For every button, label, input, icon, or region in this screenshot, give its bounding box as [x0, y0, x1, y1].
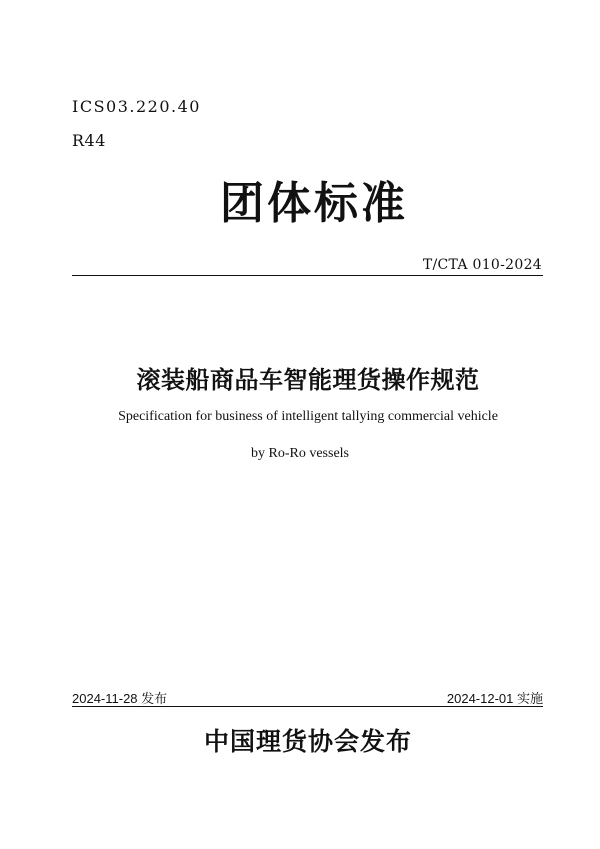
standard-number: T/CTA 010-2024 — [422, 257, 542, 273]
document-title-english-line-2: by Ro-Ro vessels — [251, 446, 349, 461]
ics-code: ICS03.220.40 — [72, 97, 201, 116]
top-divider — [72, 275, 543, 276]
implementation-date: 2024-12-01 实施 — [446, 691, 543, 706]
document-title-english-line-1: Specification for business of intelligent tallying commercial vehicle — [118, 409, 498, 424]
standard-type-heading: 团体标准 — [220, 178, 408, 229]
ccs-code: R44 — [72, 131, 106, 150]
document-title-chinese: 滚装船商品车智能理货操作规范 — [136, 366, 480, 394]
bottom-divider — [72, 706, 543, 707]
publisher: 中国理货协会发布 — [203, 727, 412, 756]
issue-date: 2024-11-28 发布 — [72, 691, 168, 706]
